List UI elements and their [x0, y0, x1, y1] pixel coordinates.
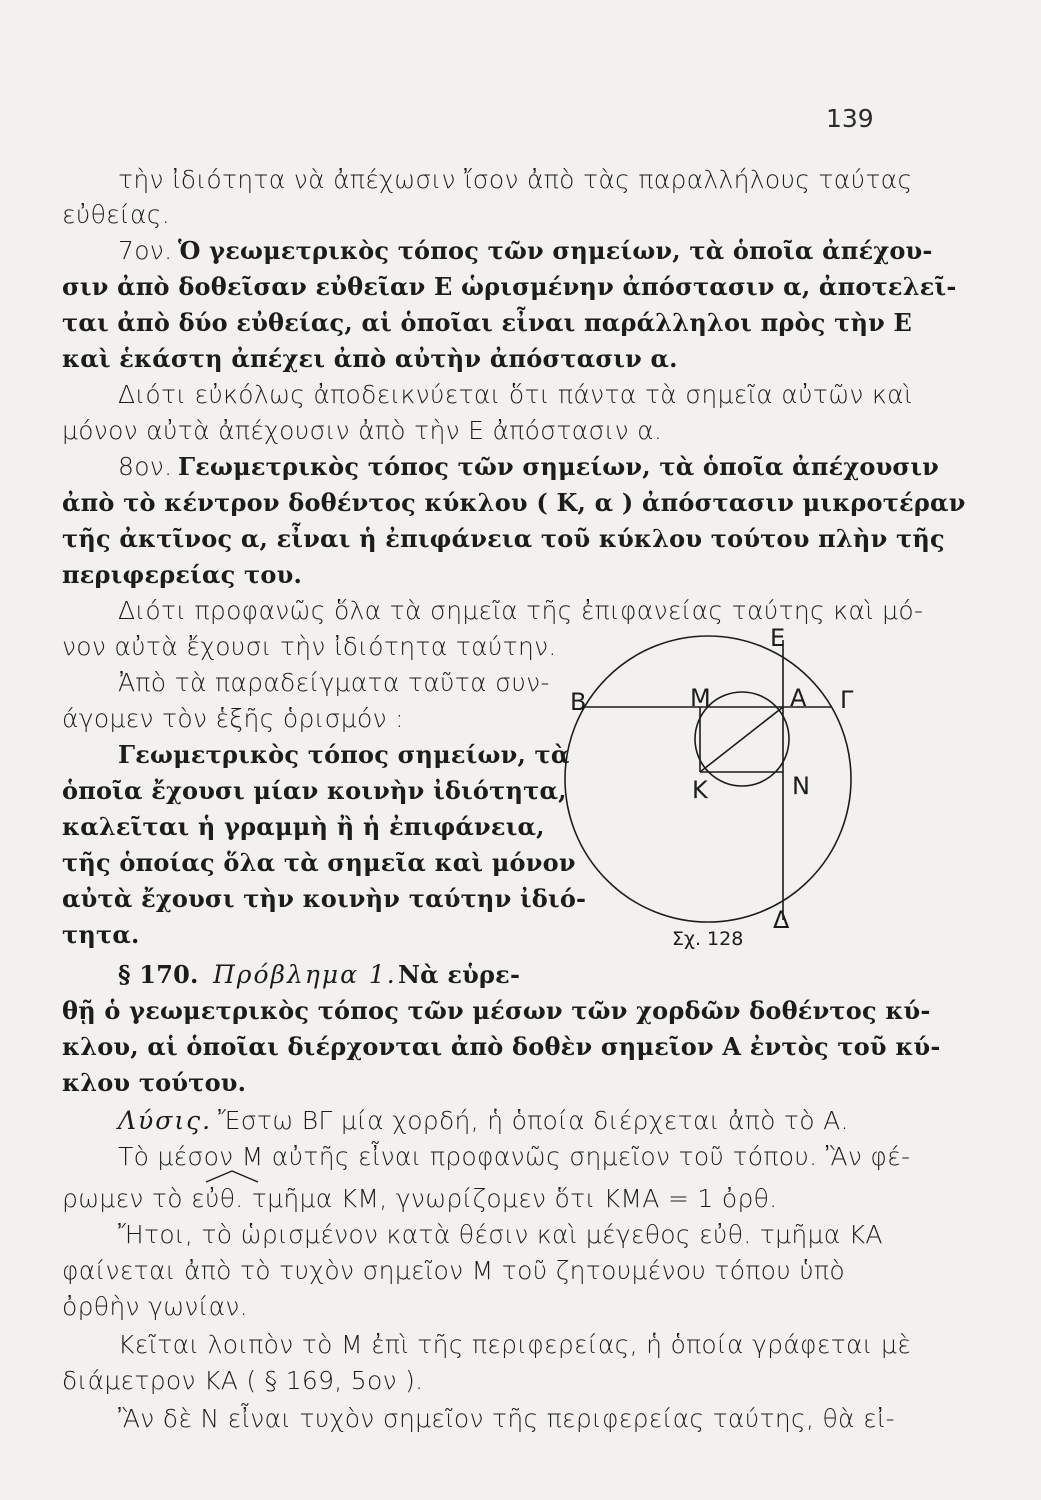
angle-hat-mark: [202, 1168, 262, 1184]
bold-text-line: κλου, αἱ ὁποῖαι διέρχονται ἀπὸ δοθὲν σημεῖον Α ἐντὸς τοῦ κύ-: [62, 1032, 941, 1061]
bold-text-line: ἀπὸ τὸ κέντρον δοθέντος κύκλου ( Κ, α ) ἀπόστασιν μικροτέραν: [62, 488, 966, 517]
text-line: ὀρθὴν γωνίαν.: [62, 1292, 248, 1321]
label-m: Μ: [690, 684, 711, 712]
definition-line: καλεῖται ἡ γραμμὴ ἢ ἡ ἐπιφάνεια,: [62, 812, 545, 841]
figure-caption: Σχ. 128: [672, 928, 744, 950]
bold-text-line: κλου τούτου.: [62, 1068, 247, 1097]
text-line: διάμετρον ΚΑ ( § 169, 5ον ).: [62, 1366, 424, 1395]
item-number: 7ον.: [118, 236, 173, 265]
label-k: Κ: [692, 776, 708, 804]
label-d: Δ: [773, 906, 790, 934]
text-line: Κεῖται λοιπὸν τὸ Μ ἐπὶ τῆς περιφερείας, ἡ ὁποία γράφεται μὲ: [118, 1330, 912, 1359]
text-line: Διότι προφανῶς ὅλα τὰ σημεῖα τῆς ἐπιφανείας ταύτης καὶ μό-: [118, 596, 924, 625]
label-n: Ν: [792, 772, 810, 800]
problem-heading: Πρόβλημα 1.: [213, 960, 397, 989]
text-line: ρωμεν τὸ εὐθ. τμῆμα ΚΜ, γνωρίζομεν ὅτι ΚΜΑ = 1 ὀρθ.: [62, 1184, 778, 1213]
bold-text-line: Γεωμετρικὸς τόπος τῶν σημείων, τὰ ὁποῖα ἀπέχουσιν: [178, 452, 939, 481]
text-line: άγομεν τὸν ἑξῆς ὁρισμόν :: [62, 704, 404, 733]
label-b: Β: [570, 688, 587, 716]
label-g: Γ: [840, 686, 854, 714]
bold-text-line: τῆς ἀκτῖνος α, εἶναι ἡ ἐπιφάνεια τοῦ κύκλου τούτου πλὴν τῆς: [62, 524, 945, 553]
bold-text-line: σιν ἀπὸ δοθεῖσαν εὐθεῖαν Ε ὡρισμένην ἀπόστασιν α, ἀποτελεῖ-: [62, 272, 957, 301]
geometry-figure: [560, 620, 860, 940]
definition-line: τητα.: [62, 920, 140, 949]
text-line: Τὸ μέσον Μ αὐτῆς εἶναι προφανῶς σημεῖον τοῦ τόπου. Ἂν φέ-: [118, 1142, 911, 1171]
text-line: εὐθείας.: [62, 200, 170, 229]
segment-ka: [700, 707, 783, 772]
definition-line: τῆς ὁποίας ὅλα τὰ σημεῖα καὶ μόνον: [62, 848, 576, 877]
text-line: Διότι εὐκόλως ἀποδεικνύεται ὅτι πάντα τὰ σημεῖα αὐτῶν καὶ: [118, 380, 913, 409]
bold-text-line: θῇ ὁ γεωμετρικὸς τόπος τῶν μέσων τῶν χορδῶν δοθέντος κύ-: [62, 996, 931, 1025]
definition-line: Γεωμετρικὸς τόπος σημείων, τὰ: [118, 740, 570, 769]
text-line: Ἤτοι, τὸ ὡρισμένον κατὰ θέσιν καὶ μέγεθος εὐθ. τμῆμα ΚΑ: [118, 1220, 883, 1249]
item-number: 8ον.: [118, 452, 173, 481]
bold-text-line: καὶ ἑκάστη ἀπέχει ἀπὸ αὐτὴν ἀπόστασιν α.: [62, 344, 678, 373]
bold-text-line: περιφερείας του.: [62, 560, 303, 589]
text-line: νον αὐτὰ ἔχουσι τὴν ἰδιότητα ταύτην.: [62, 632, 557, 661]
label-a: Α: [790, 684, 807, 712]
bold-text-line: Νὰ εὑρε-: [398, 960, 521, 989]
text-line: τὴν ἰδιότητα νὰ ἀπέχωσιν ἴσον ἀπὸ τὰς παραλλήλους ταύτας: [118, 165, 913, 194]
section-number: § 170.: [118, 960, 199, 989]
bold-text-line: Ὁ γεωμετρικὸς τόπος τῶν σημείων, τὰ ὁποῖα ἀπέχου-: [178, 236, 933, 265]
label-e: Ε: [770, 624, 786, 652]
page-number: 139: [826, 104, 874, 133]
definition-line: ὁποῖα ἔχουσι μίαν κοινὴν ἰδιότητα,: [62, 776, 567, 805]
text-line: μόνον αὐτὰ ἀπέχουσιν ἀπὸ τὴν Ε ἀπόστασιν α.: [62, 416, 663, 445]
text-line: Ἂν δὲ Ν εἶναι τυχὸν σημεῖον τῆς περιφερείας ταύτης, θὰ εἰ-: [118, 1404, 895, 1433]
bold-text-line: ται ἀπὸ δύο εὐθείας, αἱ ὁποῖαι εἶναι παράλληλοι πρὸς τὴν Ε: [62, 308, 912, 337]
solution-heading: Λύσις.: [118, 1106, 213, 1135]
definition-line: αὐτὰ ἔχουσι τὴν κοινὴν ταύτην ἰδιό-: [62, 884, 587, 913]
text-line: Ἔστω ΒΓ μία χορδή, ἡ ὁποία διέρχεται ἀπὸ τὸ Α.: [218, 1106, 849, 1135]
text-line: Ἀπὸ τὰ παραδείγματα ταῦτα συν-: [118, 668, 550, 697]
text-line: φαίνεται ἀπὸ τὸ τυχὸν σημεῖον Μ τοῦ ζητουμένου τόπου ὑπὸ: [62, 1256, 845, 1285]
